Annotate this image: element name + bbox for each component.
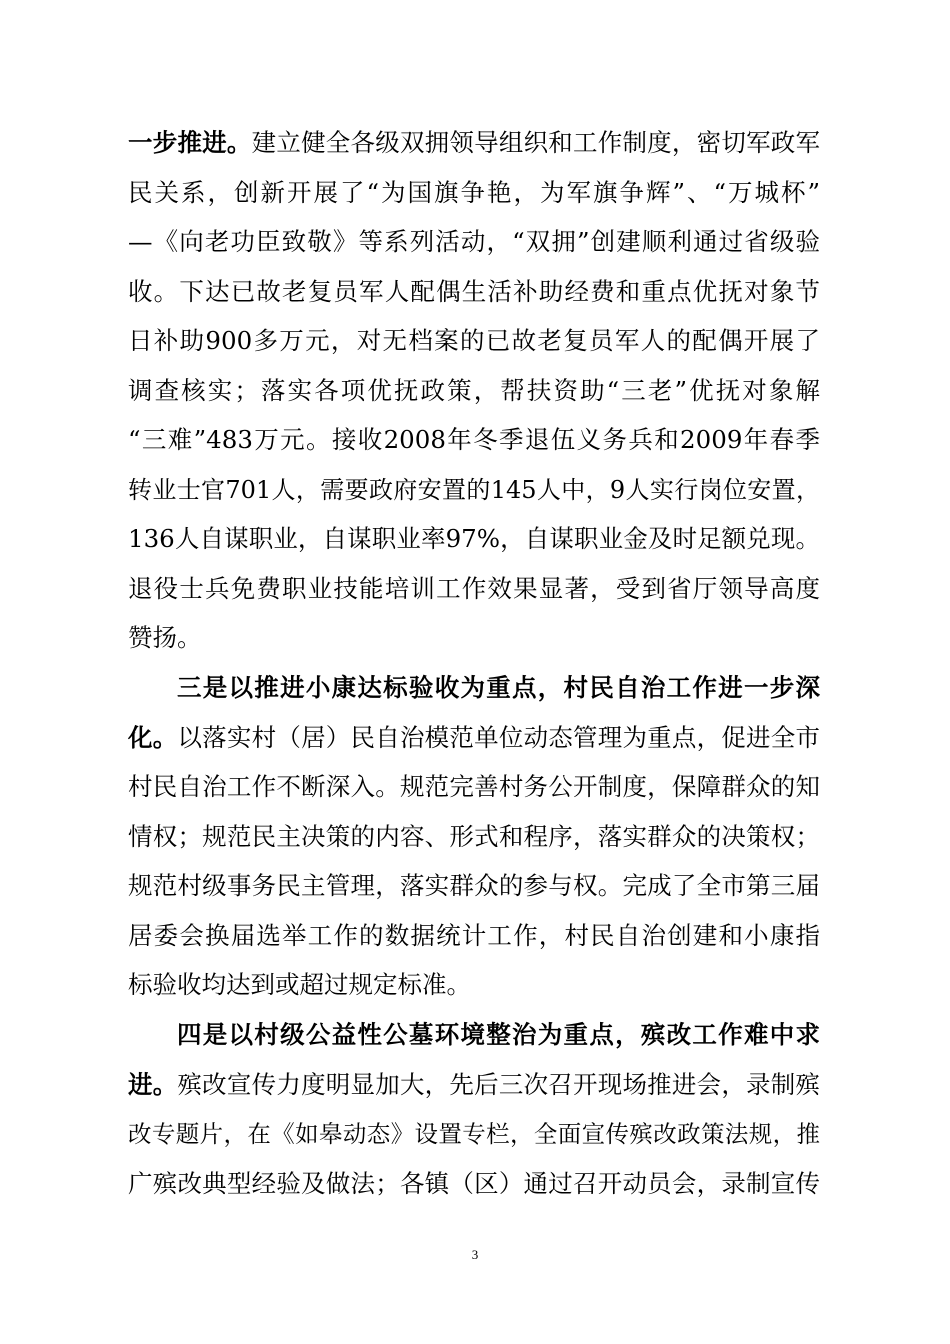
bold-lead: 化。 — [128, 723, 178, 752]
line-text: 以落实村（居）民自治模范单位动态管理为重点，促进全市 — [177, 723, 821, 752]
text-line — [128, 420, 820, 460]
text-line — [128, 965, 820, 1005]
line-text: 赞扬。 — [128, 623, 202, 652]
text-line — [177, 1015, 820, 1055]
text-line — [128, 1164, 820, 1204]
text-line — [128, 123, 820, 163]
line-text: 殡改宣传力度明显加大，先后三次召开现场推进会，录制殡 — [177, 1070, 821, 1099]
line-text: 转业士官701人，需要政府安置的145人中，9人实行岗位安置， — [128, 476, 820, 504]
text-line — [128, 569, 820, 609]
text-line — [128, 1065, 820, 1105]
line-text: —《向老功臣致敬》等系列活动，“双拥”创建顺利通过省级验 — [128, 227, 820, 256]
text-line — [128, 173, 820, 213]
line-text: 标验收均达到或超过规定标准。 — [128, 970, 471, 999]
line-text: 建立健全各级双拥领导组织和工作制度，密切军政军 — [251, 128, 821, 157]
line-text: 136人自谋职业，自谋职业率97%，自谋职业金及时足额兑现。 — [128, 524, 820, 553]
line-text: 村民自治工作不断深入。规范完善村务公开制度，保障群众的知 — [128, 772, 820, 801]
line-text: 规范村级事务民主管理，落实群众的参与权。完成了全市第三届 — [128, 871, 820, 900]
text-line — [128, 519, 820, 559]
line-text: 情权；规范民主决策的内容、形式和程序，落实群众的决策权； — [128, 822, 820, 851]
text-line — [128, 618, 820, 658]
line-text: 改专题片，在《如皋动态》设置专栏，全面宣传殡改政策法规，推 — [128, 1120, 820, 1148]
page-number: 3 — [471, 1247, 479, 1262]
line-text: 退役士兵免费职业技能培训工作效果显著，受到省厅领导高度 — [128, 574, 820, 603]
text-line — [128, 916, 820, 956]
text-line — [128, 1114, 820, 1154]
text-line — [128, 321, 820, 361]
line-text: 日补助900多万元，对无档案的已故老复员军人的配偶开展了 — [128, 326, 820, 355]
text-line — [128, 470, 820, 510]
text-line — [128, 272, 820, 312]
line-text: 调查核实；落实各项优抚政策，帮扶资助“三老”优抚对象解 — [128, 376, 820, 405]
line-text: 广殡改典型经验及做法；各镇（区）通过召开动员会，录制宣传 — [128, 1169, 820, 1198]
line-text: 收。下达已故老复员军人配偶生活补助经费和重点优抚对象节 — [128, 277, 820, 306]
text-line — [128, 817, 820, 857]
bold-heading: 四是以村级公益性公墓环境整治为重点，殡改工作难中求 — [177, 1020, 820, 1049]
text-line — [128, 222, 820, 262]
text-line — [128, 718, 820, 758]
bold-lead: 进。 — [128, 1070, 178, 1099]
line-text: “三难”483万元。接收2008年冬季退伍义务兵和2009年春季 — [128, 425, 820, 454]
bold-heading: 三是以推进小康达标验收为重点，村民自治工作进一步深 — [177, 673, 820, 702]
text-line — [128, 767, 820, 807]
text-line — [128, 371, 820, 411]
line-text: 居委会换届选举工作的数据统计工作，村民自治创建和小康指 — [128, 921, 820, 950]
text-line — [177, 668, 820, 708]
line-text: 民关系，创新开展了“为国旗争艳，为军旗争辉”、“万城杯” — [128, 178, 820, 207]
text-line — [128, 866, 820, 906]
bold-lead: 一步推进。 — [128, 128, 252, 157]
